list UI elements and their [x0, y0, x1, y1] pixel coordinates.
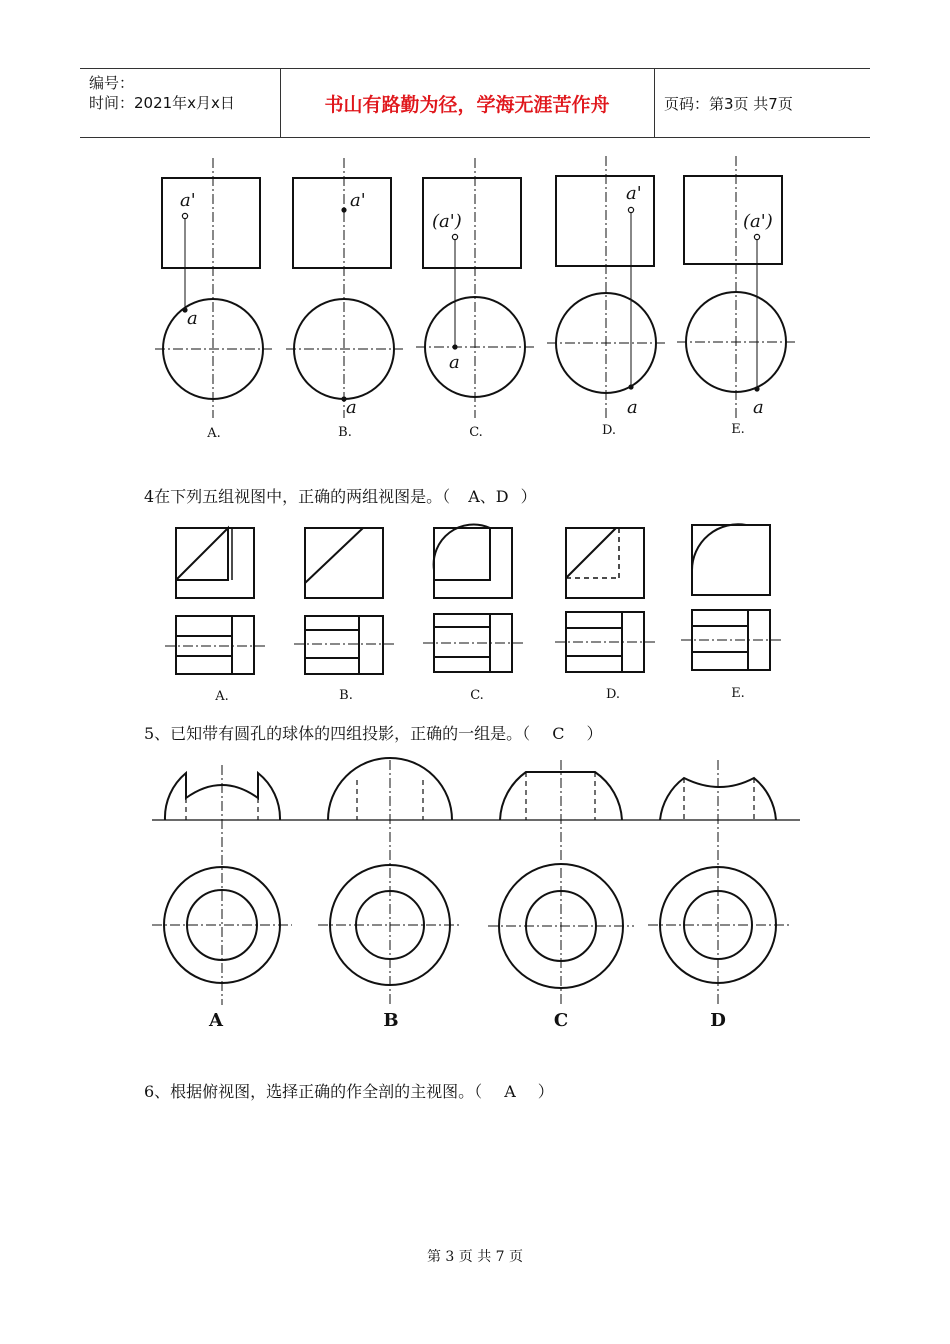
figure-point-projections — [0, 0, 950, 460]
q4-label-b: B. — [339, 688, 353, 703]
q4-label-d: D. — [605, 687, 621, 702]
fig1-point-front-a: a' — [180, 190, 196, 211]
fig1-label-d: D. — [601, 423, 617, 438]
q4-label-e: E. — [731, 686, 745, 701]
question-4 — [144, 484, 537, 507]
fig1-point-top-e: a — [753, 397, 764, 418]
question-5-close: ） — [586, 724, 603, 743]
question-6-close: ） — [537, 1082, 554, 1101]
fig1-group-e — [677, 156, 795, 418]
figure-question-4 — [0, 520, 950, 720]
figure-question-5 — [0, 750, 950, 1050]
fig1-point-top-c: a — [449, 352, 460, 373]
q5-label-a: A — [209, 1010, 223, 1031]
page-footer: 第 3 页 共 7 页 — [426, 1249, 524, 1265]
fig1-point-top-d: a — [627, 397, 638, 418]
fig1-group-a — [155, 158, 272, 418]
fig1-group-d — [547, 156, 667, 418]
q4-label-c: C. — [470, 688, 484, 703]
question-6 — [144, 1079, 554, 1102]
question-5-answer: C — [552, 724, 565, 743]
fig1-point-top-a: a — [187, 308, 198, 329]
date-line: 时间：2021年x月x日 — [89, 94, 235, 112]
fig1-label-c: C. — [469, 425, 483, 440]
q4-label-a: A. — [215, 689, 229, 704]
fig1-point-front-e: (a') — [743, 211, 773, 232]
serial-label: 编号： — [89, 74, 135, 92]
q5-label-d: D — [710, 1010, 726, 1031]
fig1-label-b: B. — [338, 425, 352, 440]
fig1-label-e: E. — [731, 422, 745, 437]
header-page-info: 页码：第3页 共7页 — [664, 94, 793, 113]
header-motto: 书山有路勤为径，学海无涯苦作舟 — [324, 93, 610, 116]
fig1-label-a: A. — [207, 426, 221, 441]
question-4-close: ） — [520, 487, 537, 506]
fig1-group-b — [286, 158, 403, 418]
q5-label-c: C — [553, 1010, 569, 1031]
fig1-point-top-b: a — [346, 397, 357, 418]
fig1-group-c — [416, 158, 534, 418]
fig1-point-front-c: (a') — [432, 211, 462, 232]
question-4-answer: A、D — [468, 487, 509, 506]
question-6-text: 6、根据俯视图，选择正确的作全剖的主视图。（ — [144, 1082, 483, 1101]
question-5 — [144, 721, 602, 744]
question-4-text: 4在下列五组视图中，正确的两组视图是。（ — [144, 487, 451, 506]
question-5-text: 5、已知带有圆孔的球体的四组投影，正确的一组是。（ — [144, 724, 531, 743]
question-6-answer: A — [504, 1082, 516, 1101]
fig1-point-front-d: a' — [626, 183, 642, 204]
q5-label-b: B — [383, 1010, 399, 1031]
fig1-point-front-b: a' — [350, 190, 366, 211]
